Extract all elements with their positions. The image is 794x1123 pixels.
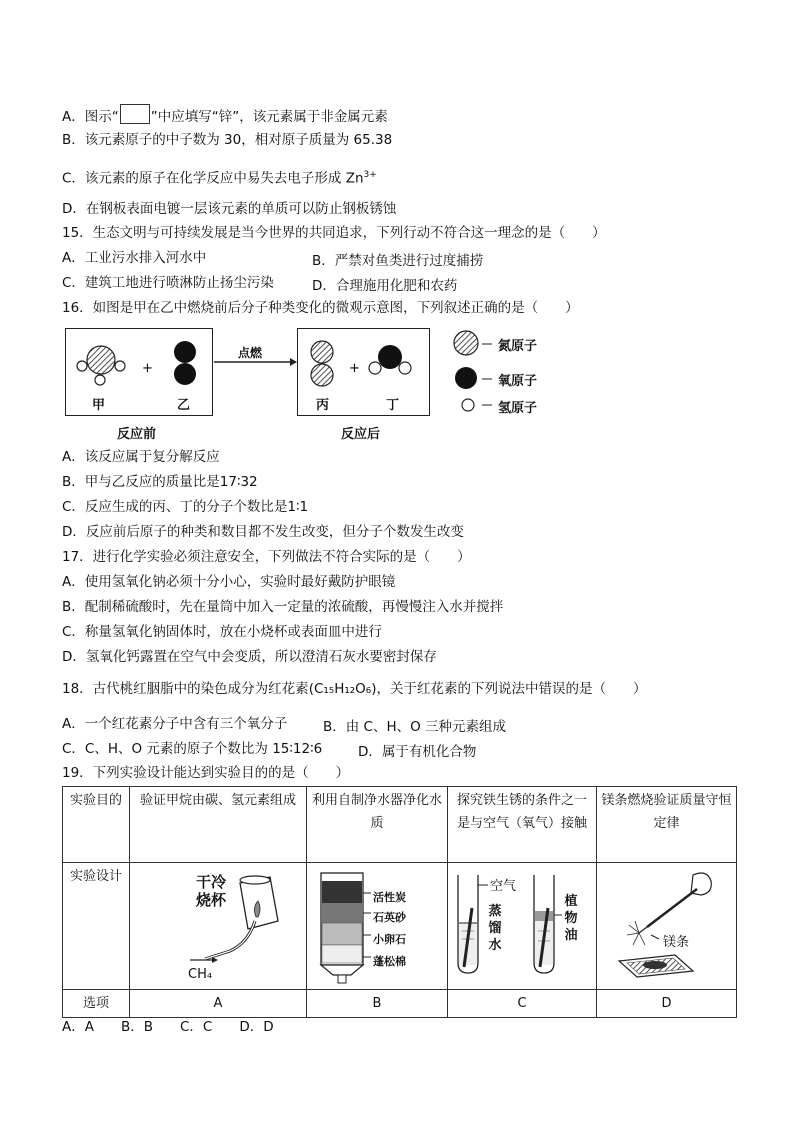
label-jia: 甲 — [92, 398, 106, 413]
label-bing: 丙 — [316, 398, 330, 413]
legend-hydrogen-label: 氢原子 — [498, 401, 538, 416]
experiment-table — [62, 786, 737, 1018]
molecule-jia — [77, 346, 125, 385]
row-head-goal: 实验目的 — [63, 787, 130, 863]
q16-option-a: A．该反应属于复分解反应 — [62, 449, 220, 465]
q17-option-d: D．氢氧化钙露置在空气中会变质，所以澄清石灰水要密封保存 — [62, 649, 437, 665]
q19-answers: A．A B．B C．C D．D — [62, 1019, 274, 1035]
q16-stem: 16．如图是甲在乙中燃烧前后分子种类变化的微观示意图，下列叙述正确的是（ ） — [62, 300, 579, 316]
label-before: 反应前 — [117, 427, 157, 442]
plus-2: + — [349, 361, 360, 376]
q18-stem — [62, 680, 646, 698]
table-row-goal — [63, 787, 737, 863]
q18-option-c: C．C、H、O 元素的原子个数比为 15∶12∶6 — [62, 741, 323, 757]
label-vegetable-oil: 植物油 — [564, 894, 578, 943]
label-magnesium: 镁条 — [663, 935, 690, 950]
option-c: C — [448, 990, 597, 1018]
legend-nitrogen-icon — [454, 331, 478, 355]
q15-option-b: B．严禁对鱼类进行过度捕捞 — [312, 253, 484, 269]
label-activated-carbon: 活性炭 — [373, 891, 406, 904]
reaction-diagram-svg — [0, 0, 794, 450]
label-yi: 乙 — [177, 398, 191, 413]
legend-hydrogen-icon — [462, 399, 474, 411]
label-ding: 丁 — [386, 398, 400, 413]
magnesium-burning-illustration — [597, 863, 736, 989]
q16-option-d: D．反应前后原子的种类和数目都不发生改变，但分子个数发生改变 — [62, 524, 464, 540]
q17-option-c: C．称量氢氧化钠固体时，放在小烧杯或表面皿中进行 — [62, 624, 382, 640]
q19-stem: 19．下列实验设计能达到实验目的的是（ ） — [62, 765, 350, 781]
q18-option-d: D．属于有机化合物 — [358, 744, 477, 760]
label-ch4: CH₄ — [188, 967, 213, 982]
arrow-head — [290, 358, 297, 366]
design-a — [130, 863, 307, 990]
q15-option-c: C．建筑工地进行喷淋防止扬尘污染 — [62, 275, 274, 291]
table-row-option — [63, 990, 737, 1018]
plus-1: + — [142, 361, 153, 376]
q16-option-b: B．甲与乙反应的质量比是17∶32 — [62, 474, 258, 490]
q15-option-a: A．工业污水排入河水中 — [62, 250, 207, 266]
label-pebbles: 小卵石 — [373, 933, 406, 946]
q17-option-b: B．配制稀硫酸时，先在量筒中加入一定量的浓硫酸，再慢慢注入水并搅拌 — [62, 599, 504, 615]
molecule-ding — [369, 345, 411, 374]
q14-option-a-post: ”中应填写“锌”，该元素属于非金属元素 — [150, 109, 388, 125]
ion-charge: 3+ — [363, 170, 377, 180]
label-quartz-sand: 石英砂 — [373, 911, 406, 924]
molecule-bing — [311, 341, 333, 386]
option-b: B — [307, 990, 448, 1018]
q16-option-c: C．反应生成的丙、丁的分子个数比是1∶1 — [62, 499, 309, 515]
design-d — [597, 863, 737, 990]
design-c — [448, 863, 597, 990]
goal-a: 验证甲烷由碳、氢元素组成 — [130, 787, 307, 863]
q14-option-d: D．在钢板表面电镀一层该元素的单质可以防止钢板锈蚀 — [62, 201, 397, 217]
option-d: D — [597, 990, 737, 1018]
q14-option-c-text: C．该元素的原子在化学反应中易失去电子形成 Zn — [62, 170, 364, 187]
option-a: A — [130, 990, 307, 1018]
q18-stem-pre: 18．古代桃红胭脂中的染色成分为红花素 — [62, 681, 309, 697]
goal-d: 镁条燃烧验证质量守恒定律 — [597, 787, 737, 863]
q14-option-a-pre: A．图示“ — [62, 109, 119, 125]
legend-nitrogen-label: 氮原子 — [498, 339, 538, 354]
q17-stem: 17．进行化学实验必须注意安全，下列做法不符合实际的是（ ） — [62, 549, 471, 565]
table-row-design — [63, 863, 737, 990]
arrow-label: 点燃 — [238, 346, 263, 360]
q17-option-a: A．使用氢氧化钠必须十分小心，实验时最好戴防护眼镜 — [62, 574, 396, 590]
label-dry-cold: 干冷 — [196, 873, 227, 891]
molecule-yi — [174, 341, 196, 385]
legend-oxygen-label: 氧原子 — [498, 374, 538, 389]
row-head-option: 选项 — [63, 990, 130, 1018]
q18-option-b: B．由 C、H、O 三种元素组成 — [323, 719, 507, 735]
q18-stem-post: ，关于红花素的下列说法中错误的是（ ） — [376, 681, 647, 697]
label-beaker: 烧杯 — [196, 891, 227, 909]
q14-option-b: B．该元素原子的中子数为 30，相对原子质量为 65.38 — [62, 132, 393, 148]
label-air: 空气 — [490, 879, 517, 894]
q15-stem: 15．生态文明与可持续发展是当今世界的共同追求，下列行动不符合这一理念的是（ ） — [62, 225, 606, 241]
goal-c: 探究铁生锈的条件之一是与空气（氧气）接触 — [448, 787, 597, 863]
row-head-design: 实验设计 — [63, 863, 130, 990]
q18-formula: (C₁₅H₁₂O₆) — [308, 681, 377, 697]
q18-option-a: A．一个红花素分子中含有三个氧分子 — [62, 716, 288, 732]
label-distilled-water: 蒸馏水 — [488, 904, 502, 953]
q15-option-d: D．合理施用化肥和农药 — [312, 278, 458, 294]
goal-b: 利用自制净水器净化水质 — [307, 787, 448, 863]
legend-oxygen-icon — [455, 367, 477, 389]
label-cotton: 蓬松棉 — [373, 955, 406, 968]
label-after: 反应后 — [341, 427, 381, 442]
design-b — [307, 863, 448, 990]
